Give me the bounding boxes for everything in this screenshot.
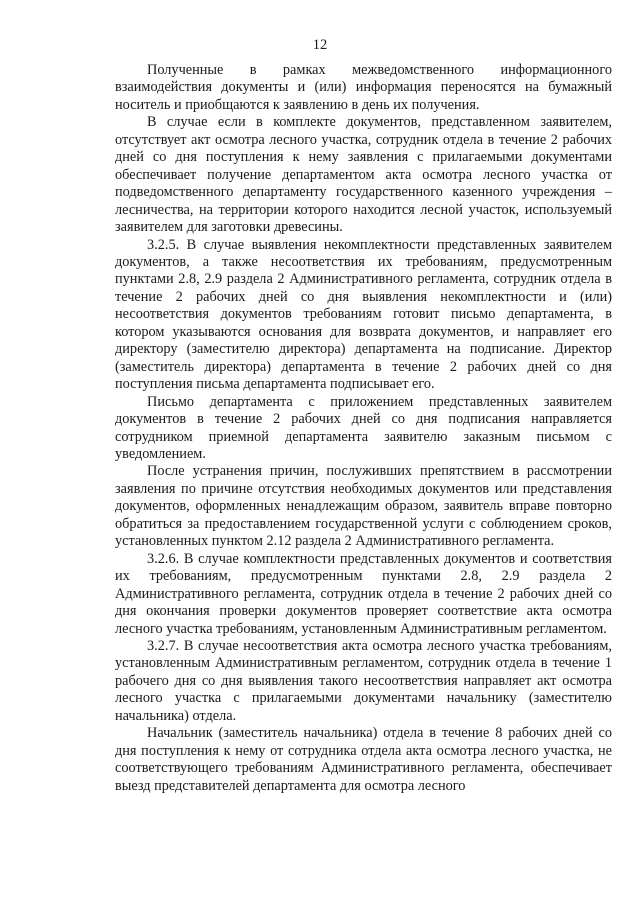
paragraph-head-of-department: Начальник (заместитель начальника) отдела в течение 8 рабочих дней со дня поступления к нему от сотрудника отдела акта осмотра лесного участка, не соответствующего требованиям Административного регламента, обеспечивает выезд представителей департамента для осмотра лесного — [115, 725, 612, 794]
page-number: 12 — [312, 37, 328, 53]
paragraph-3-2-5: 3.2.5. В случае выявления некомплектности представленных заявителем документов, а также несоответствия их требованиям, предусмотренным пунктами 2.8, 2.9 раздела 2 Административного регламента, сотрудник отдела в течение 2 рабочих дней со дня выявления некомплектности и (или) несоответствия документов требованиям готовит письмо департамента, в котором указываются основания для возврата документов, и направляет его директору (заместителю директора) департамента на подписание. Директор (заместитель директора) департамента в течение 2 рабочих дней со дня поступления письма департамента подписывает его. — [115, 236, 612, 393]
paragraph-repeat-application: После устранения причин, послуживших препятствием в рассмотрении заявления по причине отсутствия необходимых документов или представления документов, оформленных ненадлежащим образом, заявитель вправе повторно обратиться за предоставлением государственной услуги с соблюдением сроков, установленных пунктом 2.12 раздела 2 Административного регламента. — [115, 463, 612, 550]
paragraph-missing-inspection-act: В случае если в комплекте документов, представленном заявителем, отсутствует акт осмотра лесного участка, сотрудник отдела в течение 2 рабочих дней со дня поступления к нему заявления с прилагаемыми документами обеспечивает получение департаментом акта осмотра лесного участка от подведомственного департаменту государственного казенного учреждения – лесничества, на территории которого находится лесной участок, используемый заявителем для заготовки древесины. — [115, 114, 612, 236]
document-body — [115, 62, 612, 795]
paragraph-3-2-7: 3.2.7. В случае несоответствия акта осмотра лесного участка требованиям, установленным Административным регламентом, сотрудник отдела в течение 1 рабочего дня со дня выявления такого несоответствия направляет акт осмотра лесного участка с прилагаемыми документами начальнику (заместителю начальника) отдела. — [115, 637, 612, 724]
paragraph-letter-return: Письмо департамента с приложением представленных заявителем документов в течение 2 рабочих дней со дня подписания направляется сотрудником приемной департамента заявителю заказным письмом с уведомлением. — [115, 393, 612, 462]
paragraph-interagency-info: Полученные в рамках межведомственного информационного взаимодействия документы и (или) информация переносятся на бумажный носитель и приобщаются к заявлению в день их получения. — [115, 62, 612, 113]
paragraph-3-2-6: 3.2.6. В случае комплектности представленных документов и соответствия их требованиям, предусмотренным пунктами 2.8, 2.9 раздела 2 Административного регламента, сотрудник отдела в течение 2 рабочих дней со дня окончания проверки документов проверяет соответствие акта осмотра лесного участка требованиям, установленным Административным регламентом. — [115, 550, 612, 637]
